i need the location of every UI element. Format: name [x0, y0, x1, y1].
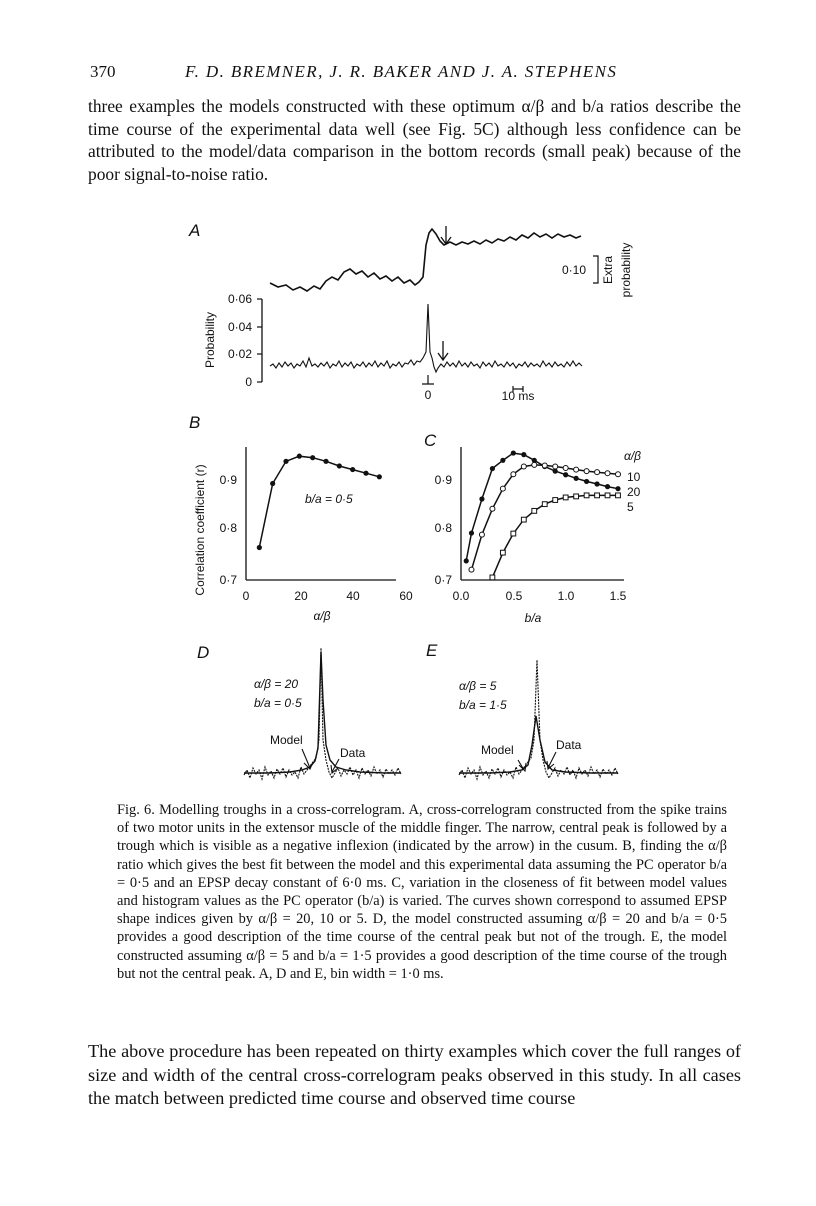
d-model-label: Model [270, 733, 303, 747]
data-point [469, 530, 474, 535]
series-line-10 [472, 465, 619, 570]
cusum-scale-value: 0·10 [562, 263, 587, 277]
c-xtick-label: 0.5 [505, 589, 523, 603]
e-data-arrow [547, 752, 556, 769]
data-point [563, 466, 568, 471]
c-ytick-label: 0·9 [434, 473, 452, 487]
data-point [257, 545, 262, 550]
data-point [511, 531, 516, 536]
panel-c [424, 431, 641, 625]
data-point [479, 496, 484, 501]
c-series-label-5: 5 [627, 500, 634, 514]
e-data-label: Data [556, 738, 582, 752]
x-zero-label: 0 [424, 388, 432, 402]
data-point [363, 471, 368, 476]
b-xtick-label: 0 [242, 589, 250, 603]
data-point [511, 472, 516, 477]
panel-b-label: B [189, 413, 201, 432]
data-point [337, 463, 342, 468]
data-point [594, 481, 599, 486]
data-point [500, 550, 505, 555]
data-point [605, 484, 610, 489]
data-point [270, 481, 275, 486]
data-point [553, 464, 558, 469]
b-xtick-label: 60 [399, 589, 413, 603]
d-data-arrow [331, 759, 339, 773]
data-point [584, 493, 589, 498]
time-scale-label: 10 ms [501, 389, 535, 403]
b-xtick-label: 40 [346, 589, 360, 603]
e-model-label: Model [481, 743, 514, 757]
data-point [615, 486, 620, 491]
data-point [616, 472, 621, 477]
panel-a [188, 221, 633, 403]
data-point [595, 493, 600, 498]
a-ytick-label: 0·04 [227, 320, 252, 334]
data-point [532, 462, 537, 467]
b-xtick-label: 20 [294, 589, 308, 603]
data-point [310, 455, 315, 460]
data-point [574, 467, 579, 472]
d-data-label: Data [340, 746, 366, 760]
caption-text: Modelling troughs in a cross-correlogram. A, cross-correlogram constructed from the spike trains of two motor units in the extensor muscle of the middle finger. The narrow, central peak is followed by a trough which is visible as a negative inflexion (indicated by the arrow) in the cusum. B, finding the α/β ratio which gives the best fit between the model and this experimental data assuming the PC operator b/a = 0·5 and an EPSP decay constant of 6·0 ms. C, variation in the closeness of fit between model values and histogram values as the PC operator (b/a) is varied. The curves shown correspond to assumed EPSP shape indices given by α/β = 20, 10 or 5. D, the model constructed assuming α/β = 20 and b/a = 0·5 provides a good description of the time course of the central peak but not of the trough. E, the model constructed assuming α/β = 5 and b/a = 1·5 provides a good description of the time course of the trough but not the central peak. A, D and E, bin width = 1·0 ms. [117, 802, 727, 982]
d-b-a: b/a = 0·5 [254, 696, 302, 710]
cusum-trace [270, 229, 581, 291]
running-header-authors: F. D. BREMNER, J. R. BAKER AND J. A. STEPHENS [185, 62, 618, 81]
c-xtick-label: 1.5 [609, 589, 627, 603]
data-point [323, 459, 328, 464]
right-ylabel-probability: probability [619, 242, 633, 298]
closing-paragraph: The above procedure has been repeated on thirty examples which cover the full ranges of size and width of the central cross-correlogram peaks observed in this study. In all cases the match between predicted time course and observed time course [88, 1041, 741, 1109]
trough-arrow [438, 341, 448, 360]
panel-e [426, 641, 618, 779]
data-point [605, 471, 610, 476]
data-point [490, 506, 495, 511]
figure-caption [117, 801, 727, 983]
data-point [283, 459, 288, 464]
a-ytick-label: 0 [245, 375, 252, 389]
right-ylabel-extra: Extra [601, 255, 615, 285]
data-point [511, 450, 516, 455]
data-point [584, 469, 589, 474]
b-xlabel: α/β [313, 609, 331, 623]
c-xtick-label: 1.0 [557, 589, 575, 603]
data-point [500, 458, 505, 463]
b-ytick-label: 0·9 [219, 473, 237, 487]
data-point [542, 502, 547, 507]
c-xtick-label: 0.0 [452, 589, 470, 603]
data-point [521, 517, 526, 522]
c-series-label-20: 20 [627, 485, 641, 499]
cusum-arrow [441, 226, 451, 244]
c-legend-title: α/β [624, 449, 642, 463]
data-point [500, 486, 505, 491]
data-point [616, 493, 621, 498]
data-point [464, 558, 469, 563]
intro-paragraph: three examples the models constructed with these optimum α/β and b/a ratios describe the time course of the experimental data well (see Fig. 5C) although less confidence can be attributed to the model/data comparison in the bottom records (small peak) because of the poor signal-to-noise ratio. [88, 96, 741, 184]
data-point [490, 466, 495, 471]
data-point [595, 470, 600, 475]
panel-d-label: D [197, 643, 210, 662]
data-point [574, 476, 579, 481]
caption-fig-label: Fig. 6. [117, 802, 155, 818]
data-point [584, 479, 589, 484]
e-b-a: b/a = 1·5 [459, 698, 507, 712]
data-point [563, 495, 568, 500]
time-zero-marker [422, 375, 434, 384]
e-alpha-beta: α/β = 5 [459, 679, 497, 693]
data-point [469, 567, 474, 572]
data-point [553, 498, 558, 503]
c-xlabel: b/a [524, 611, 542, 625]
e-data-histogram [459, 660, 618, 779]
b-annotation: b/a = 0·5 [305, 492, 353, 506]
panel-a-label: A [189, 221, 201, 240]
data-point [297, 454, 302, 459]
cusum-scale-bar [593, 256, 598, 283]
b-ytick-label: 0·8 [219, 521, 237, 535]
panel-e-label: E [426, 641, 438, 660]
d-data-histogram [244, 648, 401, 779]
d-alpha-beta: α/β = 20 [254, 677, 299, 691]
data-point [574, 494, 579, 499]
panel-c-label: C [424, 431, 437, 450]
panel-b [189, 413, 413, 623]
data-point [532, 508, 537, 513]
data-point [542, 463, 547, 468]
page-number: 370 [90, 62, 116, 81]
data-point [605, 493, 610, 498]
data-point [521, 452, 526, 457]
c-ytick-label: 0·7 [434, 573, 452, 587]
b-ylabel: Correlation coefficient (r) [193, 464, 207, 596]
d-model-arrow [302, 749, 313, 769]
b-ytick-label: 0·7 [219, 573, 237, 587]
data-point [479, 532, 484, 537]
a-ytick-label: 0·06 [227, 292, 252, 306]
cross-correlogram-histogram [270, 304, 582, 372]
data-point [563, 472, 568, 477]
data-point [490, 575, 495, 580]
data-point [350, 467, 355, 472]
data-point [377, 474, 382, 479]
left-ylabel: Probability [203, 311, 217, 369]
c-ytick-label: 0·8 [434, 521, 452, 535]
data-point [521, 464, 526, 469]
a-ytick-label: 0·02 [227, 347, 252, 361]
panel-d [197, 643, 401, 779]
c-series-label-10: 10 [627, 470, 641, 484]
